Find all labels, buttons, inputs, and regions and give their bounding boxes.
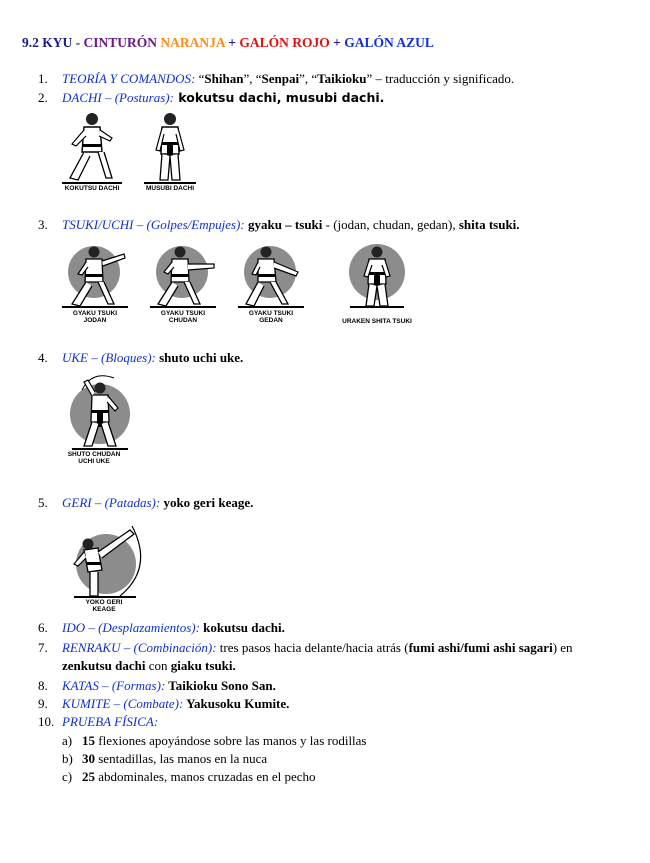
item-category: KUMITE – (Combate):	[62, 696, 184, 711]
item-text: Taikioku Sono San.	[165, 678, 276, 693]
list-item-8	[38, 677, 276, 695]
item-number: 1.	[38, 71, 48, 86]
kokutsu-dachi-figure-icon	[62, 110, 122, 184]
item-number: 10.	[38, 714, 55, 729]
title-cinturon: CINTURÓN	[83, 35, 161, 50]
caption-line: UCHI UKE	[78, 458, 110, 465]
item-category: GERI – (Patadas):	[62, 495, 161, 510]
gyaku-tsuki-jodan-figure	[62, 240, 132, 330]
physical-item-c	[62, 768, 316, 786]
musubi-dachi-figure-icon	[140, 110, 200, 184]
sub-text: flexiones apoyándose sobre las manos y las rodillas	[95, 733, 367, 748]
caption-line: KOKUTSU DACHI	[64, 185, 120, 192]
item-number: 5.	[38, 495, 48, 510]
item-number: 2.	[38, 90, 48, 105]
figure-caption	[140, 185, 200, 192]
item-number: 4.	[38, 350, 48, 365]
figure-caption	[238, 310, 304, 324]
uraken-shita-tsuki-figure-icon	[332, 240, 422, 308]
item-text: yoko geri keage.	[160, 495, 254, 510]
figure-caption	[62, 451, 126, 465]
item-text: kokutsu dachi, musubi dachi.	[173, 90, 385, 105]
item-term: Taikioku	[317, 71, 367, 86]
musubi-dachi-figure	[140, 110, 200, 192]
shuto-chudan-uchi-uke-figure-icon	[62, 368, 138, 450]
sub-count: 15	[82, 733, 95, 748]
figure-caption	[332, 318, 422, 325]
title-plus-1: +	[224, 35, 240, 50]
figure-caption	[62, 310, 128, 324]
item-category: PRUEBA FÍSICA:	[62, 714, 159, 729]
item-category: RENRAKU – (Combinación):	[62, 640, 217, 655]
item-text: ” – traducción y significado.	[366, 71, 515, 86]
item-text: ”, “	[299, 71, 318, 86]
sub-letter: c)	[62, 769, 73, 784]
yoko-geri-keage-figure	[62, 518, 152, 618]
title-naranja: NARANJA	[160, 35, 225, 50]
gyaku-tsuki-gedan-figure	[238, 240, 308, 330]
list-item-3	[38, 216, 520, 234]
sub-letter: b)	[62, 751, 73, 766]
caption-line: GYAKU TSUKI	[72, 310, 118, 317]
item-text: ”, “	[243, 71, 262, 86]
item-term: Senpai	[261, 71, 300, 86]
item-term: shita tsuki.	[458, 217, 520, 232]
item-category: TSUKI/UCHI – (Golpes/Empujes):	[62, 217, 245, 232]
item-text: - (jodan, chudan, gedan),	[322, 217, 459, 232]
caption-line: GYAKU TSUKI	[248, 310, 294, 317]
list-item-1	[38, 70, 514, 88]
sub-text: abdominales, manos cruzadas en el pecho	[95, 769, 316, 784]
gyaku-tsuki-jodan-figure-icon	[62, 240, 132, 308]
item-number: 8.	[38, 678, 48, 693]
page-title	[22, 35, 434, 51]
caption-line: SHUTO CHUDAN	[67, 451, 121, 458]
shuto-chudan-uchi-uke-figure	[62, 368, 138, 468]
item-category: KATAS – (Formas):	[62, 678, 166, 693]
item-text: Yakusoku Kumite.	[183, 696, 290, 711]
item-term: zenkutsu dachi	[62, 658, 146, 673]
list-item-7-continuation	[62, 657, 236, 675]
item-text: con	[145, 658, 171, 673]
item-text: ) en	[552, 640, 573, 655]
caption-line: YOKO GERI	[85, 599, 123, 606]
caption-line: MUSUBI DACHI	[145, 185, 195, 192]
caption-line: URAKEN SHITA TSUKI	[342, 318, 412, 325]
item-term: giaku tsuki.	[170, 658, 236, 673]
item-text: kokutsu dachi.	[199, 620, 285, 635]
physical-item-b	[62, 750, 267, 768]
uraken-shita-tsuki-figure	[332, 240, 422, 330]
item-category: TEORÍA Y COMANDOS:	[62, 71, 196, 86]
caption-line: KEAGE	[92, 606, 116, 613]
gyaku-tsuki-gedan-figure-icon	[238, 240, 308, 308]
list-item-10	[38, 713, 158, 731]
item-category: DACHI – (Posturas):	[62, 90, 174, 105]
item-term: Shihan	[204, 71, 244, 86]
list-item-6	[38, 619, 285, 637]
yoko-geri-keage-figure-icon	[62, 518, 152, 598]
caption-line: GEDAN	[259, 317, 283, 324]
physical-item-a	[62, 732, 367, 750]
item-number: 3.	[38, 217, 48, 232]
item-number: 6.	[38, 620, 48, 635]
sub-text: sentadillas, las manos en la nuca	[95, 751, 268, 766]
title-prefix: 9.2 KYU -	[22, 35, 84, 50]
item-term: gyaku – tsuki	[244, 217, 323, 232]
item-text: shuto uchi uke.	[155, 350, 244, 365]
item-text: tres pasos hacia delante/hacia atrás (	[216, 640, 409, 655]
sub-count: 30	[82, 751, 95, 766]
list-item-5	[38, 494, 253, 512]
list-item-9	[38, 695, 289, 713]
item-category: IDO – (Desplazamientos):	[62, 620, 200, 635]
figure-caption	[62, 185, 122, 192]
figure-caption	[62, 599, 146, 613]
caption-line: JODAN	[83, 317, 107, 324]
item-category: UKE – (Bloques):	[62, 350, 156, 365]
figure-caption	[150, 310, 216, 324]
title-plus-2: +	[329, 35, 345, 50]
item-number: 7.	[38, 640, 48, 655]
sub-count: 25	[82, 769, 95, 784]
title-galon-azul: GALÓN AZUL	[344, 35, 434, 50]
item-term: fumi ashi/fumi ashi sagari	[408, 640, 553, 655]
list-item-4	[38, 349, 243, 367]
item-number: 9.	[38, 696, 48, 711]
list-item-7	[38, 639, 573, 657]
gyaku-tsuki-chudan-figure-icon	[150, 240, 220, 308]
gyaku-tsuki-chudan-figure	[150, 240, 220, 330]
caption-line: CHUDAN	[168, 317, 198, 324]
kokutsu-dachi-figure	[62, 110, 122, 192]
item-text: “	[195, 71, 205, 86]
caption-line: GYAKU TSUKI	[160, 310, 206, 317]
sub-letter: a)	[62, 733, 73, 748]
list-item-2	[38, 89, 384, 107]
title-galon-rojo: GALÓN ROJO	[239, 35, 330, 50]
